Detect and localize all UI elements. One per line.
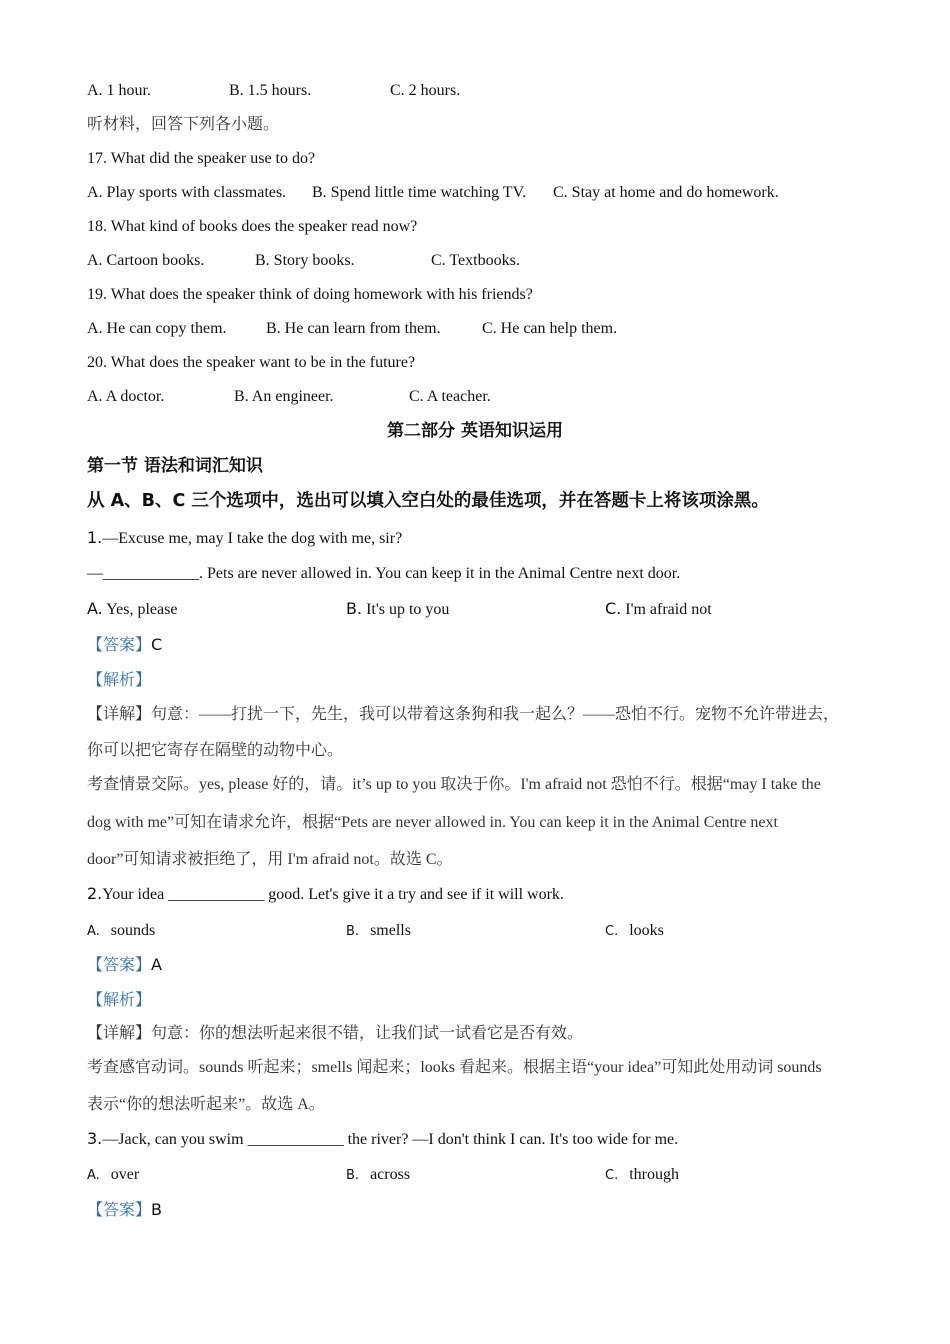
question-3-stem: [87, 1129, 678, 1150]
question-stem: 20. What does the speaker want to be in the future?: [87, 354, 416, 371]
explanation-line: 考查感官动词。sounds 听起来；smells 闻起来；looks 看起来。根据主语“your idea”可知此处用动词 sounds: [87, 1059, 822, 1076]
option-b: B. smells: [346, 922, 411, 939]
answer-line: [87, 635, 162, 656]
option-c: C. He can help them.: [482, 320, 618, 337]
detail-line: 【详解】句意：你的想法听起来很不错，让我们试一试看它是否有效。: [87, 1025, 584, 1042]
question-number: 1.: [87, 528, 103, 547]
answer-tag: 【答案】: [87, 957, 152, 974]
answer-value: C: [151, 635, 163, 654]
option-a: A. Play sports with classmates.: [87, 184, 287, 201]
listening-instruction: 听材料，回答下列各小题。: [87, 116, 280, 133]
option-b: B. It's up to you: [346, 599, 450, 618]
question-text: —Excuse me, may I take the dog with me, sir?: [102, 530, 403, 547]
question-stem: 19. What does the speaker think of doing homework with his friends?: [87, 286, 533, 303]
answer-tag: 【答案】: [87, 637, 152, 654]
answer-line: [87, 1200, 162, 1221]
answer-line: [87, 955, 162, 976]
analysis-tag: 【解析】: [87, 992, 152, 1009]
option-a: A. 1 hour.: [87, 82, 151, 99]
option-b: B. across: [346, 1166, 411, 1183]
option-c: C. Stay at home and do homework.: [553, 184, 779, 201]
answer-value: B: [151, 1200, 162, 1219]
option-c: C. I'm afraid not: [605, 599, 712, 618]
option-c: C. 2 hours.: [390, 82, 461, 99]
question-2-stem: [87, 884, 564, 905]
question-1-line1: [87, 528, 402, 549]
detail-line: 【详解】句意：——打扰一下，先生，我可以带着这条狗和我一起么？——恐怕不行。宠物不允许带进去，: [87, 706, 840, 723]
section-directions: 从 A、B、C 三个选项中，选出可以填入空白处的最佳选项，并在答题卡上将该项涂黑。: [87, 491, 769, 511]
option-b: B. Spend little time watching TV.: [312, 184, 527, 201]
option-a: A. Cartoon books.: [87, 252, 205, 269]
section-title: 第一节 语法和词汇知识: [87, 456, 263, 476]
analysis-tag: 【解析】: [87, 672, 152, 689]
part-title: 第二部分 英语知识运用: [387, 421, 563, 441]
option-c: C. Textbooks.: [431, 252, 520, 269]
question-1-line2: —____________. Pets are never allowed in. You can keep it in the Animal Centre next door.: [87, 565, 681, 582]
question-number: 3.: [87, 1129, 103, 1148]
question-text: Your idea ____________ good. Let's give it a try and see if it will work.: [102, 886, 564, 903]
explanation-line: 表示“你的想法听起来”。故选 A。: [87, 1096, 325, 1113]
option-b: B. An engineer.: [234, 388, 334, 405]
option-a: A. over: [87, 1166, 140, 1183]
option-a: A. sounds: [87, 922, 156, 939]
detail-line: 你可以把它寄存在隔壁的动物中心。: [87, 742, 344, 759]
option-c: C. through: [605, 1166, 679, 1183]
explanation-line: 考查情景交际。yes, please 好的，请。it’s up to you 取决于你。I'm afraid not 恐怕不行。根据“may I take the: [87, 776, 821, 793]
explanation-line: dog with me”可知在请求允许，根据“Pets are never allowed in. You can keep it in the Animal Centre next: [87, 814, 778, 831]
question-stem: 17. What did the speaker use to do?: [87, 150, 316, 167]
option-a: A. A doctor.: [87, 388, 165, 405]
answer-value: A: [151, 955, 162, 974]
option-c: C. looks: [605, 922, 664, 939]
question-text: —Jack, can you swim ____________ the river? —I don't think I can. It's too wide for me.: [102, 1131, 679, 1148]
question-stem: 18. What kind of books does the speaker read now?: [87, 218, 418, 235]
option-b: B. He can learn from them.: [266, 320, 441, 337]
explanation-line: door”可知请求被拒绝了，用 I'm afraid not。故选 C。: [87, 851, 453, 868]
option-b: B. 1.5 hours.: [229, 82, 312, 99]
option-b: B. Story books.: [255, 252, 355, 269]
option-a: A. Yes, please: [87, 599, 178, 618]
option-a: A. He can copy them.: [87, 320, 227, 337]
question-number: 2.: [87, 884, 103, 903]
answer-tag: 【答案】: [87, 1202, 152, 1219]
option-c: C. A teacher.: [409, 388, 491, 405]
